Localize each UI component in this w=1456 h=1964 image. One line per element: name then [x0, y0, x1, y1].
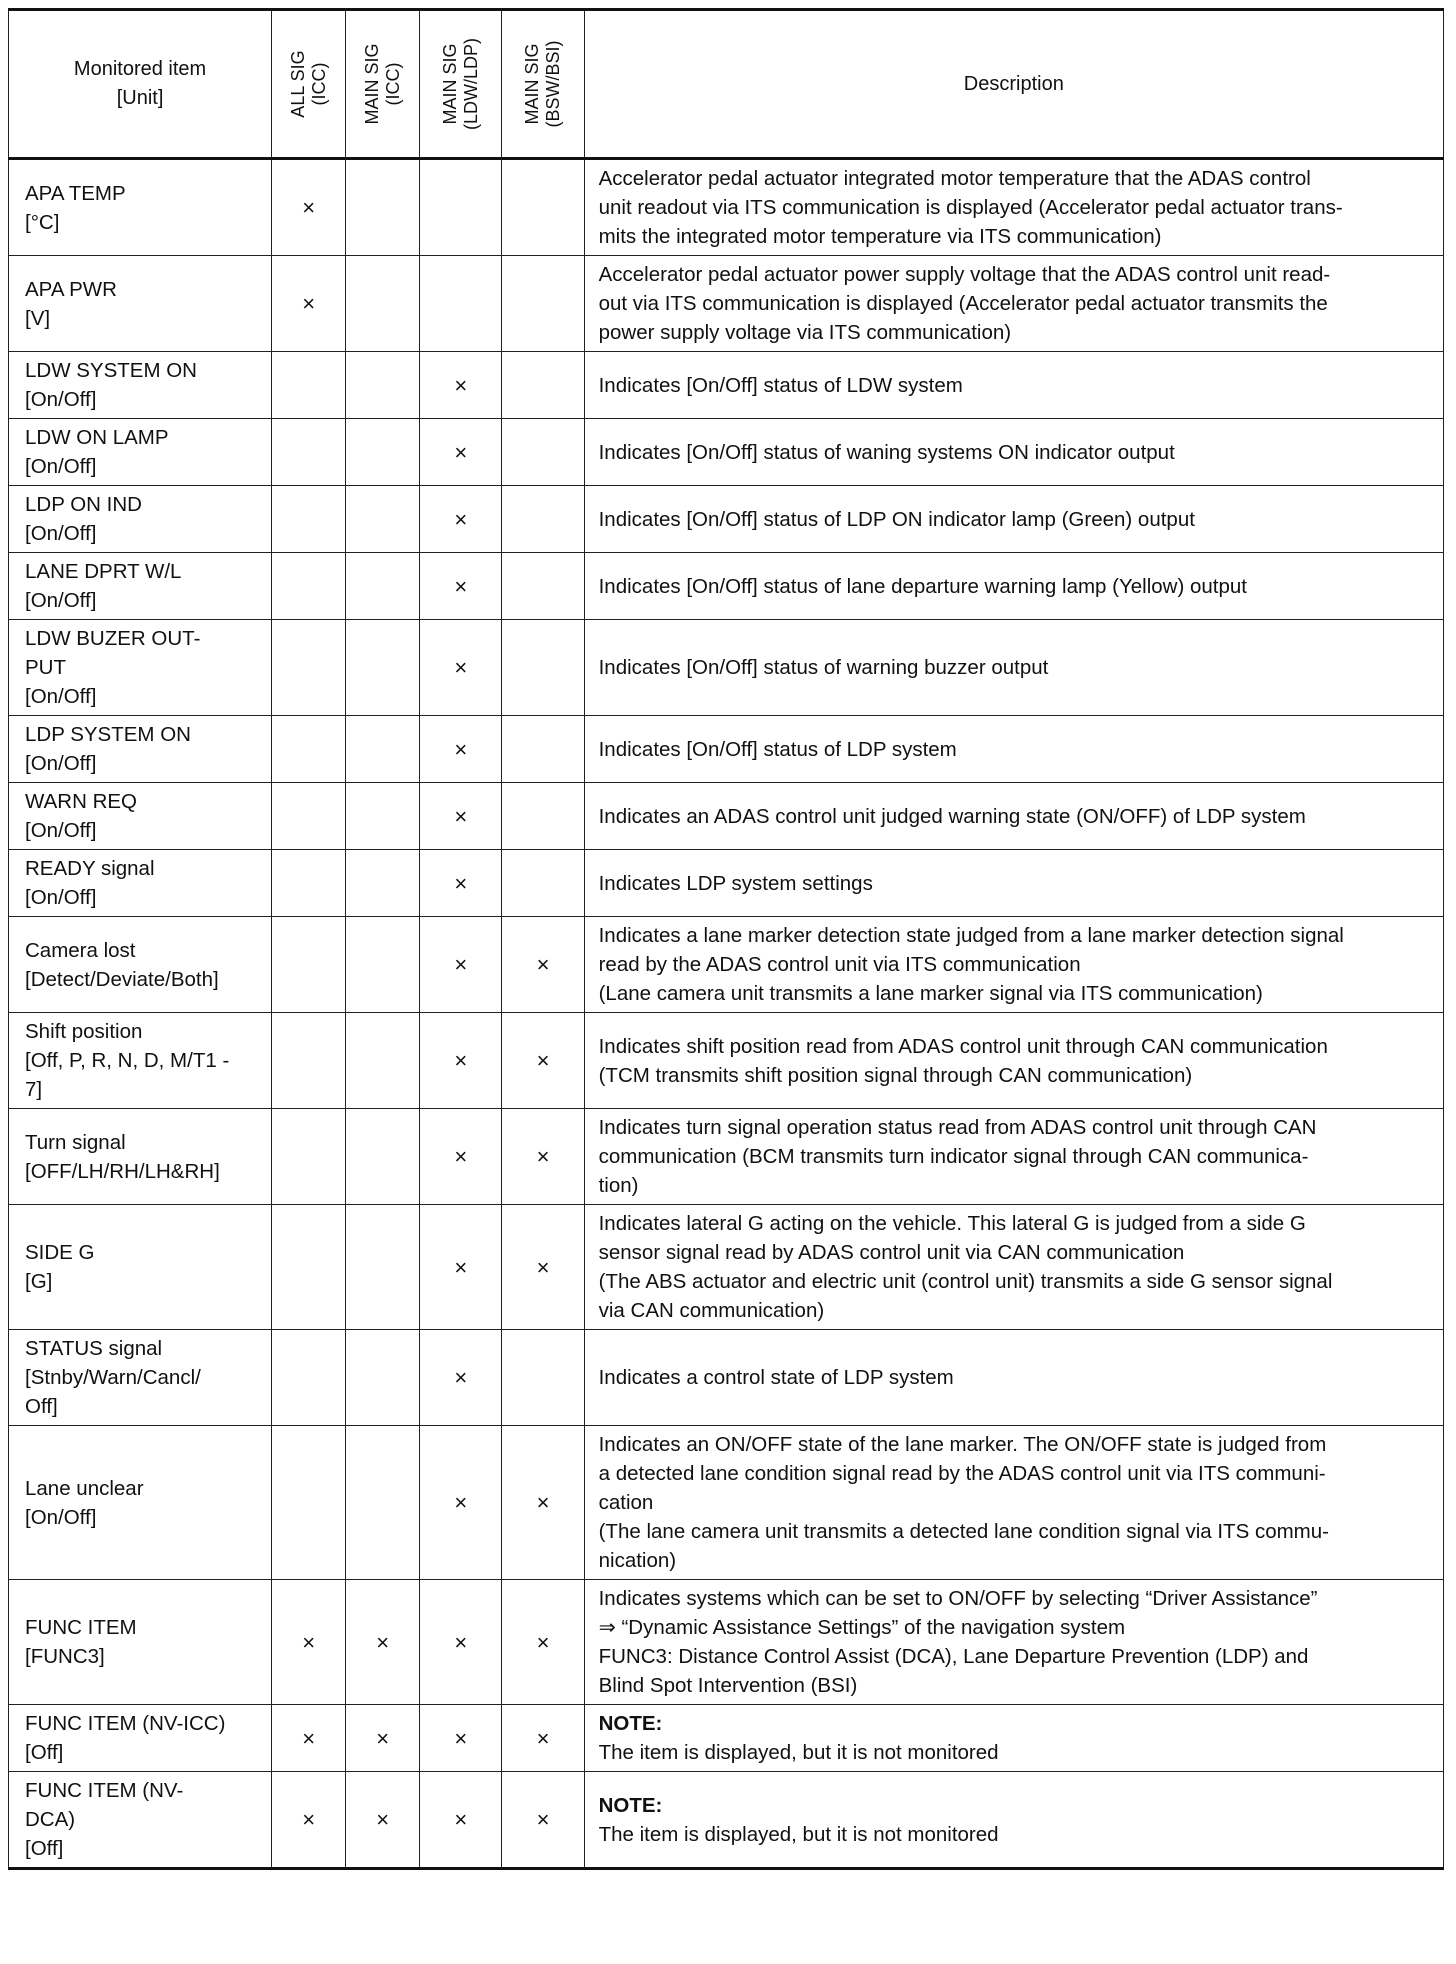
signal-mark-cell: [502, 716, 584, 783]
signal-mark-cell: [502, 1705, 584, 1772]
signal-mark-cell: [346, 1205, 420, 1330]
signal-mark-cell: [502, 1330, 584, 1426]
signal-mark-cell: [420, 783, 502, 850]
description-line: Blind Spot Intervention (BSI): [598, 1674, 858, 1697]
description-cell: [584, 553, 1443, 620]
monitored-item-cell: [9, 553, 272, 620]
description-line: The item is displayed, but it is not monitored: [598, 1822, 999, 1846]
cross-mark-icon: ×: [454, 952, 468, 977]
description-cell: [584, 716, 1443, 783]
signal-mark-cell: [502, 419, 584, 486]
signal-mark-cell: [346, 486, 420, 553]
item-unit: [On/Off]: [25, 455, 97, 478]
item-name: READY signal: [25, 857, 155, 880]
monitored-item-cell: [9, 352, 272, 419]
cross-mark-icon: ×: [536, 1048, 550, 1073]
cross-mark-icon: ×: [454, 1490, 468, 1515]
signal-mark-cell: [346, 1426, 420, 1580]
description-line: Indicates LDP system settings: [598, 871, 873, 895]
signal-mark-cell: [272, 1013, 346, 1109]
signal-mark-cell: [272, 850, 346, 917]
table-row: [9, 352, 1444, 419]
description-line: Indicates a control state of LDP system: [598, 1366, 954, 1389]
signal-mark-cell: [346, 553, 420, 620]
table-row: [9, 716, 1444, 783]
monitored-item-cell: [9, 1330, 272, 1426]
item-unit: [Off]: [25, 1741, 64, 1764]
cross-mark-icon: ×: [536, 1254, 550, 1280]
signal-mark-cell: [272, 716, 346, 783]
monitored-item-cell: [9, 1426, 272, 1580]
header-main-sig-ldw-ldp: [420, 10, 502, 159]
description-line: Indicates an ADAS control unit judged warning state (ON/OFF) of LDP system: [598, 804, 1306, 828]
table-row: [9, 1426, 1444, 1580]
description-cell: [584, 256, 1443, 352]
cross-mark-icon: ×: [454, 870, 468, 896]
signal-mark-cell: [346, 1013, 420, 1109]
table-row: [9, 850, 1444, 917]
header-row: [9, 10, 1444, 159]
table-row: [9, 917, 1444, 1013]
signal-mark-cell: [272, 917, 346, 1013]
description-line: Indicates lateral G acting on the vehicle. This lateral G is judged from a side G: [598, 1212, 1306, 1235]
description-line: The item is displayed, but it is not monitored: [598, 1741, 999, 1764]
description-line: power supply voltage via ITS communication): [598, 321, 1012, 344]
signal-mark-cell: [420, 1772, 502, 1869]
table-row: [9, 1705, 1444, 1772]
signal-mark-cell: [346, 419, 420, 486]
cross-mark-icon: ×: [454, 372, 468, 398]
signal-mark-cell: [502, 917, 584, 1013]
signal-mark-cell: [272, 159, 346, 256]
note-label: NOTE:: [598, 1712, 663, 1735]
monitored-item-cell: [9, 1109, 272, 1205]
signal-mark-cell: [272, 1426, 346, 1580]
cross-mark-icon: ×: [302, 1725, 316, 1751]
signal-mark-cell: [346, 1109, 420, 1205]
signal-mark-cell: [420, 1580, 502, 1705]
description-line: nication): [598, 1549, 677, 1572]
description-line: Indicates turn signal operation status read from ADAS control unit through CAN: [598, 1116, 1317, 1139]
signal-mark-cell: [420, 1426, 502, 1580]
item-name: PUT: [25, 656, 66, 679]
signal-mark-cell: [346, 159, 420, 256]
monitored-item-cell: [9, 486, 272, 553]
table-row: [9, 1772, 1444, 1869]
signal-mark-cell: [502, 159, 584, 256]
signal-mark-cell: [272, 783, 346, 850]
signal-mark-cell: [272, 486, 346, 553]
item-name: FUNC ITEM: [25, 1616, 137, 1639]
description-cell: [584, 783, 1443, 850]
signal-mark-cell: [272, 419, 346, 486]
description-cell: [584, 1330, 1443, 1426]
description-line: Indicates [On/Off] status of LDP ON indicator lamp (Green) output: [598, 507, 1195, 531]
table-row: [9, 159, 1444, 256]
description-cell: [584, 486, 1443, 553]
header-sig-sub: (ICC): [382, 62, 403, 106]
item-name: [Off, P, R, N, D, M/T1 -: [25, 1049, 230, 1072]
item-name: DCA): [25, 1808, 76, 1831]
cross-mark-icon: ×: [454, 1725, 468, 1751]
description-line: ⇒ “Dynamic Assistance Settings” of the navigation system: [598, 1616, 1126, 1639]
signal-mark-cell: [346, 1330, 420, 1426]
signal-mark-cell: [502, 1772, 584, 1869]
item-unit: [Off]: [25, 1837, 64, 1860]
item-name: LDW SYSTEM ON: [25, 359, 197, 382]
description-line: Indicates an ON/OFF state of the lane marker. The ON/OFF state is judged from: [598, 1433, 1327, 1456]
description-cell: [584, 917, 1443, 1013]
description-line: via CAN communication): [598, 1299, 825, 1322]
item-name: Shift position: [25, 1020, 143, 1043]
cross-mark-icon: ×: [536, 1807, 550, 1832]
signal-mark-cell: [346, 1772, 420, 1869]
signal-mark-cell: [420, 1705, 502, 1772]
signal-mark-cell: [420, 352, 502, 419]
signal-mark-cell: [420, 419, 502, 486]
description-line: FUNC3: Distance Control Assist (DCA), Lane Departure Prevention (LDP) and: [598, 1645, 1309, 1668]
description-cell: [584, 1426, 1443, 1580]
monitor-item-sheet: [8, 8, 1444, 1870]
table-row: [9, 1205, 1444, 1330]
signal-mark-cell: [272, 620, 346, 716]
item-unit: [On/Off]: [25, 388, 97, 411]
cross-mark-icon: ×: [454, 803, 468, 829]
description-cell: [584, 620, 1443, 716]
description-line: (The ABS actuator and electric unit (control unit) transmits a side G sensor signal: [598, 1270, 1333, 1293]
signal-mark-cell: [420, 159, 502, 256]
monitored-item-cell: [9, 419, 272, 486]
cross-mark-icon: ×: [376, 1725, 390, 1751]
item-unit: [On/Off]: [25, 886, 97, 909]
signal-mark-cell: [420, 1330, 502, 1426]
description-line: Indicates [On/Off] status of warning buzzer output: [598, 656, 1049, 679]
description-cell: [584, 419, 1443, 486]
cross-mark-icon: ×: [454, 1807, 468, 1832]
description-line: Indicates [On/Off] status of LDW system: [598, 373, 963, 397]
signal-mark-cell: [502, 850, 584, 917]
signal-mark-cell: [420, 917, 502, 1013]
monitored-item-cell: [9, 1013, 272, 1109]
item-name: LDP SYSTEM ON: [25, 723, 191, 746]
description-line: a detected lane condition signal read by the ADAS control unit via ITS communi-: [598, 1462, 1326, 1485]
item-name: LANE DPRT W/L: [25, 560, 182, 583]
signal-mark-cell: [502, 1426, 584, 1580]
signal-mark-cell: [420, 486, 502, 553]
cross-mark-icon: ×: [454, 1629, 468, 1655]
signal-mark-cell: [502, 1205, 584, 1330]
header-sig-sub: (ICC): [308, 62, 329, 106]
monitored-item-cell: [9, 1205, 272, 1330]
signal-mark-cell: [346, 850, 420, 917]
item-name: Turn signal: [25, 1130, 126, 1154]
table-row: [9, 620, 1444, 716]
signal-mark-cell: [272, 1580, 346, 1705]
table-row: [9, 1330, 1444, 1426]
description-cell: [584, 850, 1443, 917]
item-name: APA PWR: [25, 277, 117, 301]
item-unit: [°C]: [25, 210, 60, 234]
item-name: WARN REQ: [25, 790, 137, 813]
table-row: [9, 553, 1444, 620]
signal-mark-cell: [272, 1705, 346, 1772]
item-name: [Stnby/Warn/Cancl/: [25, 1366, 201, 1389]
description-cell: [584, 159, 1443, 256]
monitored-item-cell: [9, 1705, 272, 1772]
header-main-sig-icc: [346, 10, 420, 159]
item-unit: [G]: [25, 1270, 53, 1293]
signal-mark-cell: [420, 1205, 502, 1330]
monitored-item-cell: [9, 716, 272, 783]
item-unit: 7]: [25, 1078, 43, 1101]
header-all-sig-icc: [272, 10, 346, 159]
signal-mark-cell: [502, 783, 584, 850]
signal-mark-cell: [502, 1109, 584, 1205]
signal-mark-cell: [420, 620, 502, 716]
cross-mark-icon: ×: [536, 1144, 550, 1169]
description-line: Indicates [On/Off] status of LDP system: [598, 737, 957, 761]
signal-mark-cell: [346, 917, 420, 1013]
header-sig-label: MAIN SIG: [361, 43, 382, 125]
description-line: (TCM transmits shift position signal through CAN communication): [598, 1063, 1193, 1087]
signal-mark-cell: [502, 256, 584, 352]
description-cell: [584, 352, 1443, 419]
signal-mark-cell: [346, 256, 420, 352]
monitored-item-cell: [9, 917, 272, 1013]
signal-mark-cell: [502, 486, 584, 553]
signal-mark-cell: [272, 1205, 346, 1330]
description-line: (The lane camera unit transmits a detected lane condition signal via ITS commu-: [598, 1520, 1329, 1543]
cross-mark-icon: ×: [536, 952, 550, 977]
description-line: (Lane camera unit transmits a lane marker signal via ITS communication): [598, 982, 1263, 1005]
description-line: Indicates [On/Off] status of lane departure warning lamp (Yellow) output: [598, 574, 1248, 598]
header-sig-sub: (LDW/LDP): [460, 37, 481, 131]
description-line: unit readout via ITS communication is displayed (Accelerator pedal actuator trans-: [598, 196, 1343, 219]
description-cell: [584, 1580, 1443, 1705]
header-sig-label: ALL SIG: [287, 50, 308, 118]
item-name: STATUS signal: [25, 1337, 163, 1360]
signal-mark-cell: [420, 716, 502, 783]
monitored-item-cell: [9, 850, 272, 917]
item-name: FUNC ITEM (NV-: [25, 1779, 184, 1802]
cross-mark-icon: ×: [454, 655, 468, 680]
item-unit: [On/Off]: [25, 752, 97, 775]
signal-mark-cell: [502, 553, 584, 620]
description-line: read by the ADAS control unit via ITS communication: [598, 953, 1081, 976]
table-row: [9, 419, 1444, 486]
item-unit: [On/Off]: [25, 522, 97, 545]
signal-mark-cell: [420, 850, 502, 917]
signal-mark-cell: [346, 620, 420, 716]
item-name: APA TEMP: [25, 181, 126, 205]
cross-mark-icon: ×: [454, 506, 468, 532]
header-main-sig-bsw-bsi: [502, 10, 584, 159]
signal-mark-cell: [502, 1013, 584, 1109]
description-cell: [584, 1772, 1443, 1869]
item-name: SIDE G: [25, 1241, 95, 1264]
monitor-item-table: [8, 8, 1444, 1870]
item-name: Lane unclear: [25, 1476, 144, 1500]
table-row: [9, 256, 1444, 352]
description-line: cation: [598, 1491, 654, 1514]
description-line: Indicates systems which can be set to ON/OFF by selecting “Driver Assistance”: [598, 1587, 1318, 1610]
note-label: NOTE:: [598, 1793, 663, 1817]
monitored-item-cell: [9, 159, 272, 256]
signal-mark-cell: [346, 783, 420, 850]
signal-mark-cell: [272, 553, 346, 620]
description-line: Accelerator pedal actuator integrated motor temperature that the ADAS control: [598, 167, 1311, 190]
signal-mark-cell: [272, 1772, 346, 1869]
table-row: [9, 1580, 1444, 1705]
item-unit: [OFF/LH/RH/LH&RH]: [25, 1159, 220, 1183]
table-row: [9, 783, 1444, 850]
item-unit: [On/Off]: [25, 589, 97, 612]
description-cell: [584, 1205, 1443, 1330]
cross-mark-icon: ×: [302, 195, 316, 220]
signal-mark-cell: [346, 352, 420, 419]
monitored-item-cell: [9, 1772, 272, 1869]
table-body: [9, 159, 1444, 1869]
description-line: sensor signal read by ADAS control unit via CAN communication: [598, 1241, 1185, 1264]
header-description: Description: [584, 10, 1443, 159]
description-cell: [584, 1109, 1443, 1205]
monitored-item-cell: [9, 620, 272, 716]
item-unit: [On/Off]: [25, 1505, 97, 1529]
cross-mark-icon: ×: [376, 1807, 390, 1832]
table-row: [9, 1013, 1444, 1109]
item-name: LDW ON LAMP: [25, 426, 169, 449]
signal-mark-cell: [272, 1330, 346, 1426]
cross-mark-icon: ×: [454, 573, 468, 599]
cross-mark-icon: ×: [454, 1254, 468, 1280]
item-name: Camera lost: [25, 938, 136, 962]
cross-mark-icon: ×: [536, 1490, 550, 1515]
cross-mark-icon: ×: [302, 1807, 316, 1832]
header-sig-label: MAIN SIG: [521, 43, 542, 125]
description-line: Indicates [On/Off] status of waning systems ON indicator output: [598, 440, 1175, 464]
description-line: Accelerator pedal actuator power supply voltage that the ADAS control unit read-: [598, 263, 1331, 286]
signal-mark-cell: [502, 620, 584, 716]
monitored-item-cell: [9, 1580, 272, 1705]
signal-mark-cell: [420, 553, 502, 620]
item-unit: Off]: [25, 1395, 58, 1418]
description-cell: [584, 1705, 1443, 1772]
signal-mark-cell: [272, 1109, 346, 1205]
cross-mark-icon: ×: [536, 1725, 550, 1751]
description-line: communication (BCM transmits turn indicator signal through CAN communica-: [598, 1145, 1309, 1168]
item-unit: [Detect/Deviate/Both]: [25, 967, 219, 991]
monitored-item-cell: [9, 783, 272, 850]
signal-mark-cell: [346, 1580, 420, 1705]
description-line: Indicates shift position read from ADAS control unit through CAN communication: [598, 1034, 1328, 1058]
signal-mark-cell: [346, 1705, 420, 1772]
item-unit: [On/Off]: [25, 685, 97, 708]
cross-mark-icon: ×: [302, 291, 316, 316]
cross-mark-icon: ×: [376, 1629, 390, 1655]
signal-mark-cell: [420, 256, 502, 352]
item-unit: [FUNC3]: [25, 1645, 105, 1668]
cross-mark-icon: ×: [302, 1629, 316, 1655]
table-row: [9, 1109, 1444, 1205]
description-line: mits the integrated motor temperature via ITS communication): [598, 225, 1162, 248]
signal-mark-cell: [346, 716, 420, 783]
header-unit-label: [Unit]: [116, 87, 164, 109]
item-unit: [On/Off]: [25, 819, 97, 842]
signal-mark-cell: [272, 352, 346, 419]
signal-mark-cell: [420, 1013, 502, 1109]
description-line: out via ITS communication is displayed (Accelerator pedal actuator transmits the: [598, 292, 1328, 315]
description-line: Indicates a lane marker detection state judged from a lane marker detection signal: [598, 924, 1344, 947]
signal-mark-cell: [420, 1109, 502, 1205]
cross-mark-icon: ×: [454, 1144, 468, 1169]
signal-mark-cell: [502, 352, 584, 419]
item-name: FUNC ITEM (NV-ICC): [25, 1712, 226, 1735]
monitored-item-cell: [9, 256, 272, 352]
item-name: LDP ON IND: [25, 493, 142, 516]
signal-mark-cell: [272, 256, 346, 352]
cross-mark-icon: ×: [454, 1048, 468, 1073]
cross-mark-icon: ×: [454, 1365, 468, 1390]
cross-mark-icon: ×: [536, 1629, 550, 1655]
description-line: tion): [598, 1174, 639, 1197]
item-name: LDW BUZER OUT-: [25, 627, 201, 650]
cross-mark-icon: ×: [454, 736, 468, 762]
table-row: [9, 486, 1444, 553]
header-sig-label: MAIN SIG: [439, 43, 460, 125]
signal-mark-cell: [502, 1580, 584, 1705]
header-monitored-item: [9, 10, 272, 159]
cross-mark-icon: ×: [454, 439, 468, 465]
item-unit: [V]: [25, 306, 51, 330]
header-item-label: Monitored item: [73, 58, 207, 80]
header-sig-sub: (BSW/BSI): [542, 40, 563, 128]
description-cell: [584, 1013, 1443, 1109]
